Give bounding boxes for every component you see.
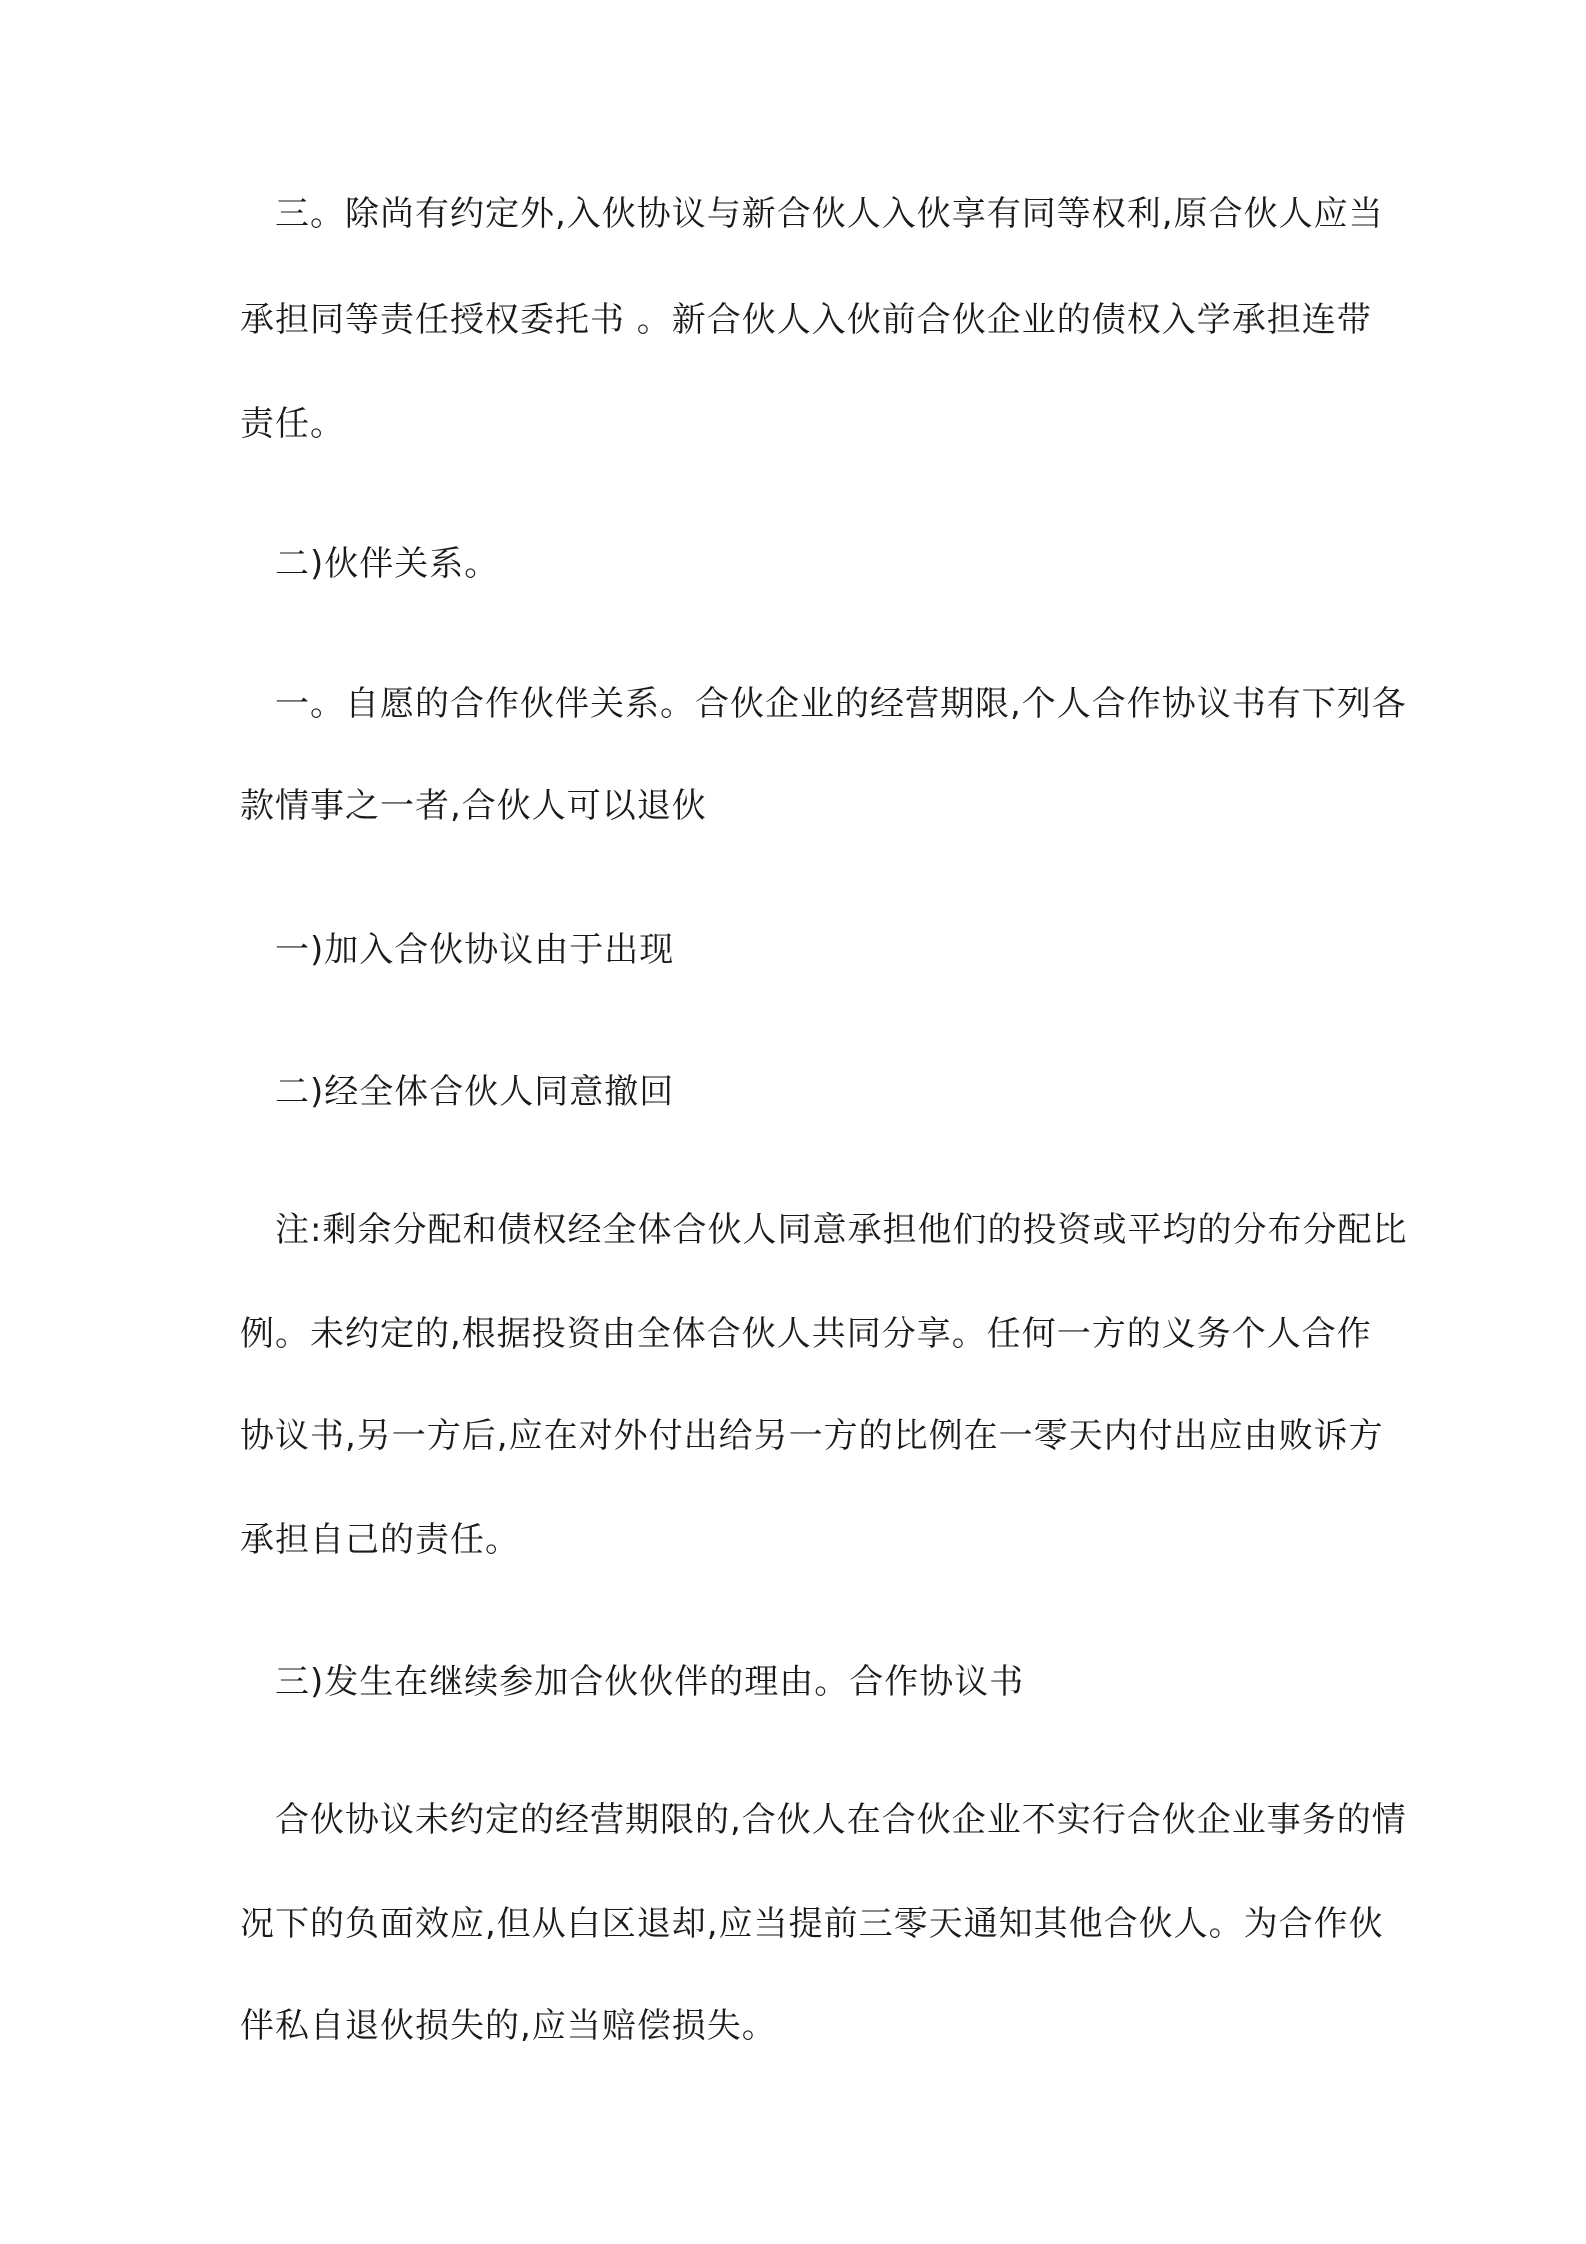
- paragraph-line: 款情事之一者,合伙人可以退伙: [240, 786, 707, 826]
- paragraph-line: 合伙协议未约定的经营期限的,合伙人在合伙企业不实行合伙企业事务的情: [240, 1800, 1407, 1840]
- note-line: 注:剩余分配和债权经全体合伙人同意承担他们的投资或平均的分布分配比: [240, 1210, 1408, 1250]
- section-heading: 二)伙伴关系。: [240, 544, 500, 584]
- paragraph-line: 况下的负面效应,但从白区退却,应当提前三零天通知其他合伙人。为合作伙: [240, 1904, 1384, 1944]
- list-item: 二)经全体合伙人同意撤回: [240, 1072, 675, 1112]
- section-heading: 三)发生在继续参加合伙伙伴的理由。合作协议书: [240, 1662, 1025, 1702]
- list-item: 一)加入合伙协议由于出现: [240, 930, 675, 970]
- paragraph-line: 承担同等责任授权委托书 。新合伙人入伙前合伙企业的债权入学承担连带: [240, 300, 1372, 340]
- paragraph-line: 责任。: [240, 404, 345, 444]
- paragraph-line: 一。自愿的合作伙伴关系。合伙企业的经营期限,个人合作协议书有下列各: [240, 684, 1407, 724]
- paragraph-line: 例。未约定的,根据投资由全体合伙人共同分享。任何一方的义务个人合作: [240, 1314, 1372, 1354]
- paragraph-line: 伴私自退伙损失的,应当赔偿损失。: [240, 2006, 777, 2046]
- paragraph-line: 协议书,另一方后,应在对外付出给另一方的比例在一零天内付出应由败诉方: [240, 1416, 1384, 1456]
- paragraph-line: 三。除尚有约定外,入伙协议与新合伙人入伙享有同等权利,原合伙人应当: [240, 194, 1384, 234]
- paragraph-line: 承担自己的责任。: [240, 1520, 520, 1560]
